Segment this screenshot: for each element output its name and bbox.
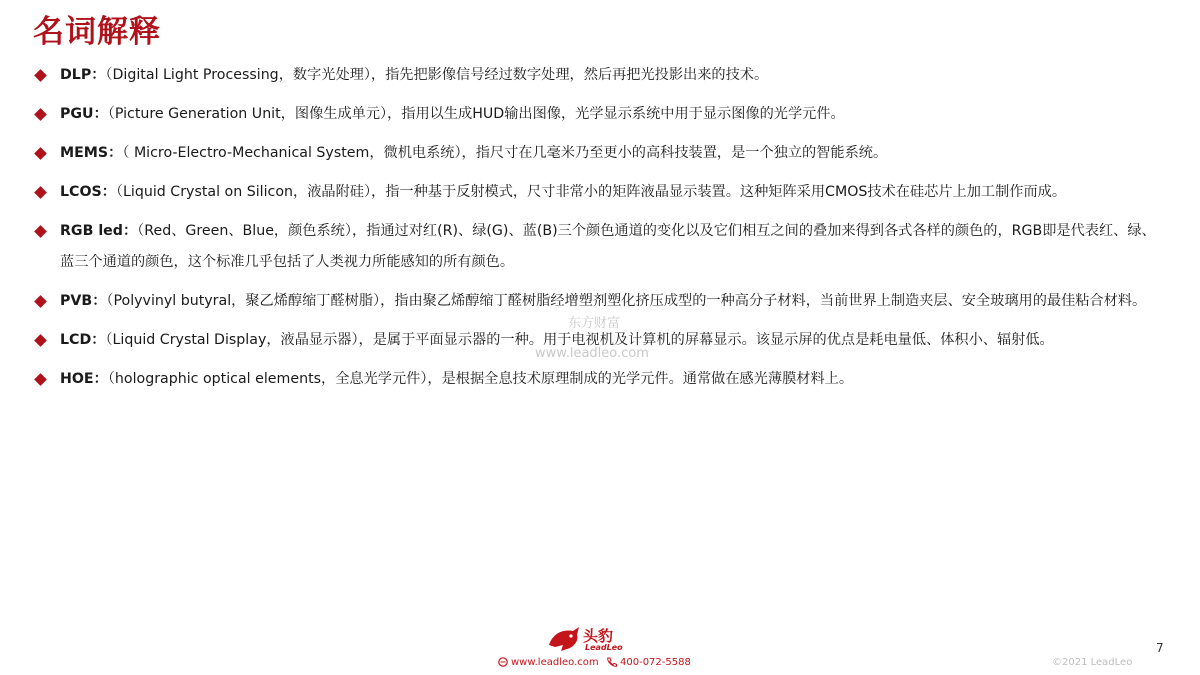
glossary-list	[34, 60, 1164, 395]
term-definition: （ Micro-Electro-Mechanical System，微机电系统），指尺寸在几毫米乃至更小的高科技装置，是一个独立的智能系统。	[122, 145, 888, 161]
list-item	[34, 60, 1164, 91]
term-label: PGU：	[60, 106, 108, 122]
list-item	[34, 216, 1164, 278]
diamond-bullet-icon	[34, 334, 47, 347]
watermark-text: 东方财富	[568, 316, 621, 331]
term-definition: （holographic optical elements，全息光学元件），是根据全息技术原理制成的光学元件。通常做在感光薄膜材料上。	[107, 371, 854, 387]
diamond-bullet-icon	[34, 69, 47, 82]
list-item	[34, 99, 1164, 130]
website-text: www.leadleo.com	[511, 657, 599, 668]
term-label: MEMS：	[60, 145, 123, 161]
logo-subtext: LeadLeo	[585, 643, 623, 652]
leadleo-logo	[547, 625, 657, 655]
term-label: HOE：	[60, 371, 108, 387]
term-label: LCOS：	[60, 184, 116, 200]
term-definition: （Red、Green、Blue，颜色系统），指通过对红(R)、绿(G)、蓝(B)三个颜色通道的变化以及它们相互之间的叠加来得到各式各样的颜色的，RGB即是代表红、绿、蓝三个通道的颜色，这个标准几乎包括了人类视力所能感知的所有颜色。	[60, 223, 1156, 270]
logo-text: 头豹	[583, 627, 614, 645]
term-definition: （Liquid Crystal Display，液晶显示器），是属于平面显示器的一种。用于电视机及计算机的屏幕显示。该显示屏的优点是耗电量低、体积小、辐射低。	[105, 332, 1054, 348]
phone-text: 400-072-5588	[620, 657, 691, 668]
leopard-logo-icon	[547, 625, 581, 653]
footer-phone[interactable]	[606, 657, 691, 668]
term-definition: （Digital Light Processing，数字光处理），指先把影像信号经过数字处理，然后再把光投影出来的技术。	[105, 67, 769, 83]
phone-icon	[606, 657, 617, 667]
term-definition: （Liquid Crystal on Silicon，液晶附硅），指一种基于反射模式，尺寸非常小的矩阵液晶显示装置。这种矩阵采用CMOS技术在硅芯片上加工制作而成。	[115, 184, 1067, 200]
list-item	[34, 138, 1164, 169]
diamond-bullet-icon	[34, 295, 47, 308]
diamond-bullet-icon	[34, 225, 47, 238]
list-item	[34, 177, 1164, 208]
diamond-bullet-icon	[34, 108, 47, 121]
web-icon	[498, 657, 508, 667]
diamond-bullet-icon	[34, 186, 47, 199]
page-title: 名词解释	[33, 14, 161, 50]
copyright: ©2021 LeadLeo	[1052, 657, 1133, 668]
term-label: RGB led：	[60, 223, 138, 239]
diamond-bullet-icon	[34, 373, 47, 386]
diamond-bullet-icon	[34, 147, 47, 160]
term-definition: （Picture Generation Unit，图像生成单元），指用以生成HUD输出图像，光学显示系统中用于显示图像的光学元件。	[107, 106, 845, 122]
term-label: DLP：	[60, 67, 106, 83]
list-item	[34, 364, 1164, 395]
footer-website[interactable]	[498, 657, 599, 668]
term-label: LCD：	[60, 332, 106, 348]
watermark-url: www.leadleo.com	[535, 346, 649, 361]
term-definition: （Polyvinyl butyral，聚乙烯醇缩丁醛树脂），指由聚乙烯醇缩丁醛树脂经增塑剂塑化挤压成型的一种高分子材料，当前世界上制造夹层、安全玻璃用的最佳粘合材料。	[106, 293, 1147, 309]
term-label: PVB：	[60, 293, 107, 309]
page-number: 7	[1156, 641, 1164, 655]
